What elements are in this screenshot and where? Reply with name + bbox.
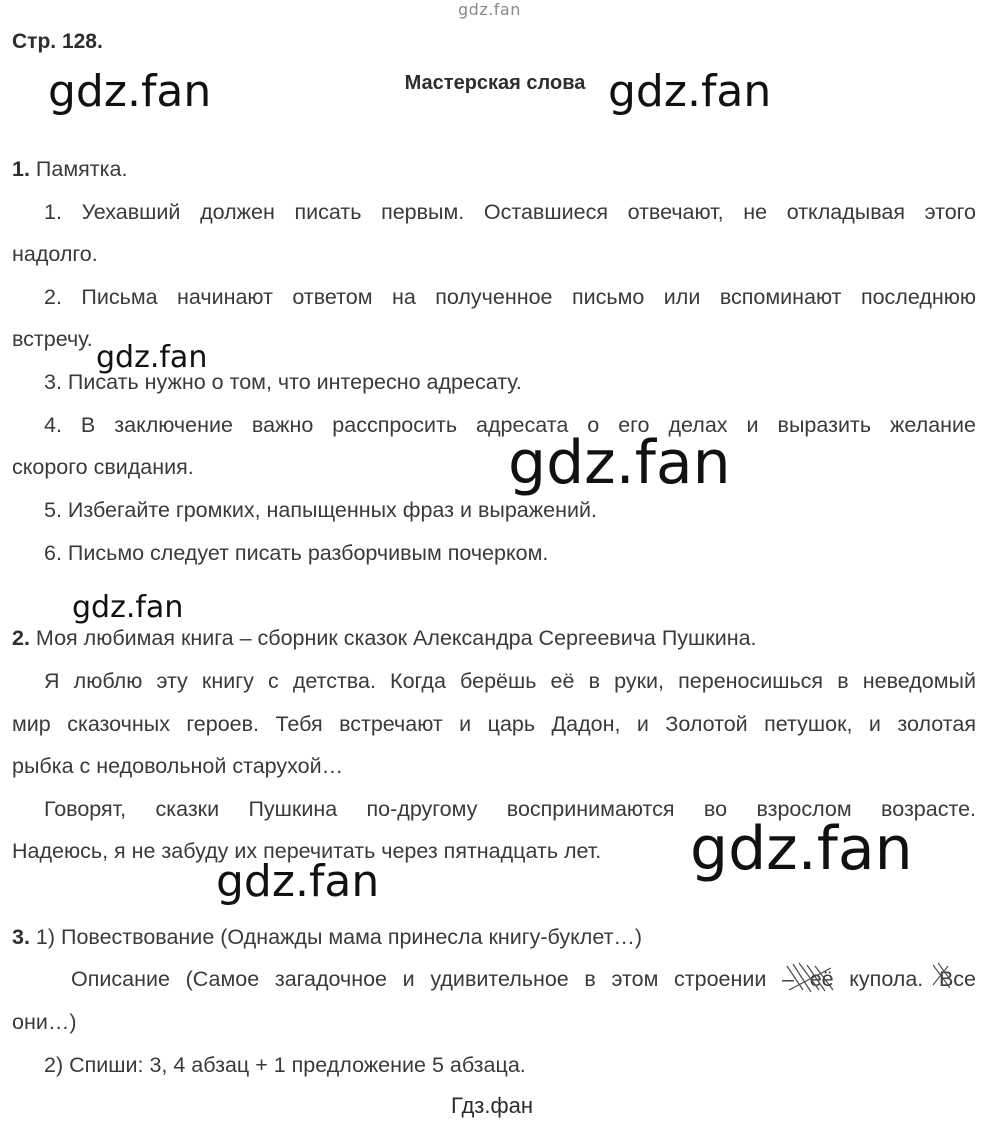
section3-line3: они…) [12,1010,77,1034]
section3-header [12,925,642,950]
watermark: gdz.fan [48,66,212,117]
section1-heading: Памятка. [35,157,128,181]
footer-caption: Гдз.фан [451,1093,533,1118]
section3-line2: Описание (Самое загадочное и удивительное в этом строении – её купола. Все [71,967,976,991]
page-title: Мастерская слова [404,72,586,94]
watermark: gdz.fan [216,856,380,907]
section2-line2: Я люблю эту книгу с детства. Когда берёшь её в руки, переносишься в неведомый [44,669,976,693]
section2-line1: Моя любимая книга – сборник сказок Александра Сергеевича Пушкина. [35,626,757,650]
section1-line1: 1. Уехавший должен писать первым. Оставшиеся отвечают, не откладывая этого [44,200,976,224]
section1-line9: 6. Письмо следует писать разборчивым почерком. [44,541,549,565]
section1-line3: 2. Письма начинают ответом на полученное письмо или вспоминают последнюю [44,285,976,309]
section2-header [12,626,757,651]
section1-line2: надолго. [12,242,98,266]
section3-line1: 1) Повествование (Однажды мама принесла книгу-буклет…) [35,925,643,949]
scribble-mark-2 [930,960,954,994]
section1-number: 1. [12,157,30,181]
watermark: gdz.fan [608,66,772,117]
watermark: gdz.fan [508,428,731,498]
page-number: Стр. 128. [12,30,103,53]
section1-header [12,157,127,182]
watermark: gdz.fan [72,590,184,625]
section1-line7: скорого свидания. [12,455,194,479]
watermark: gdz.fan [96,340,208,375]
section3-number: 3. [12,925,30,949]
section1-line6: 4. В заключение важно расспросить адресата о его делах и выразить желание [44,413,976,437]
section1-line5: 3. Писать нужно о том, что интересно адресату. [44,370,522,394]
section2-line6: Надеюсь, я не забуду их перечитать через пятнадцать лет. [12,839,602,863]
watermark: gdz.fan [690,814,913,884]
section2-line4: рыбка с недовольной старухой… [12,754,344,778]
section1-line8: 5. Избегайте громких, напыщенных фраз и выражений. [44,498,597,522]
section1-line4: встречу. [12,327,93,351]
scribble-mark [785,960,840,998]
section2-number: 2. [12,626,30,650]
section3-line4: 2) Спиши: 3, 4 абзац + 1 предложение 5 абзаца. [44,1053,526,1077]
watermark-top: gdz.fan [458,0,521,19]
section2-line3: мир сказочных героев. Тебя встречают и царь Дадон, и Золотой петушок, и золотая [12,712,976,736]
section2-line5: Говорят, сказки Пушкина по-другому воспринимаются во взрослом возрасте. [44,797,976,821]
